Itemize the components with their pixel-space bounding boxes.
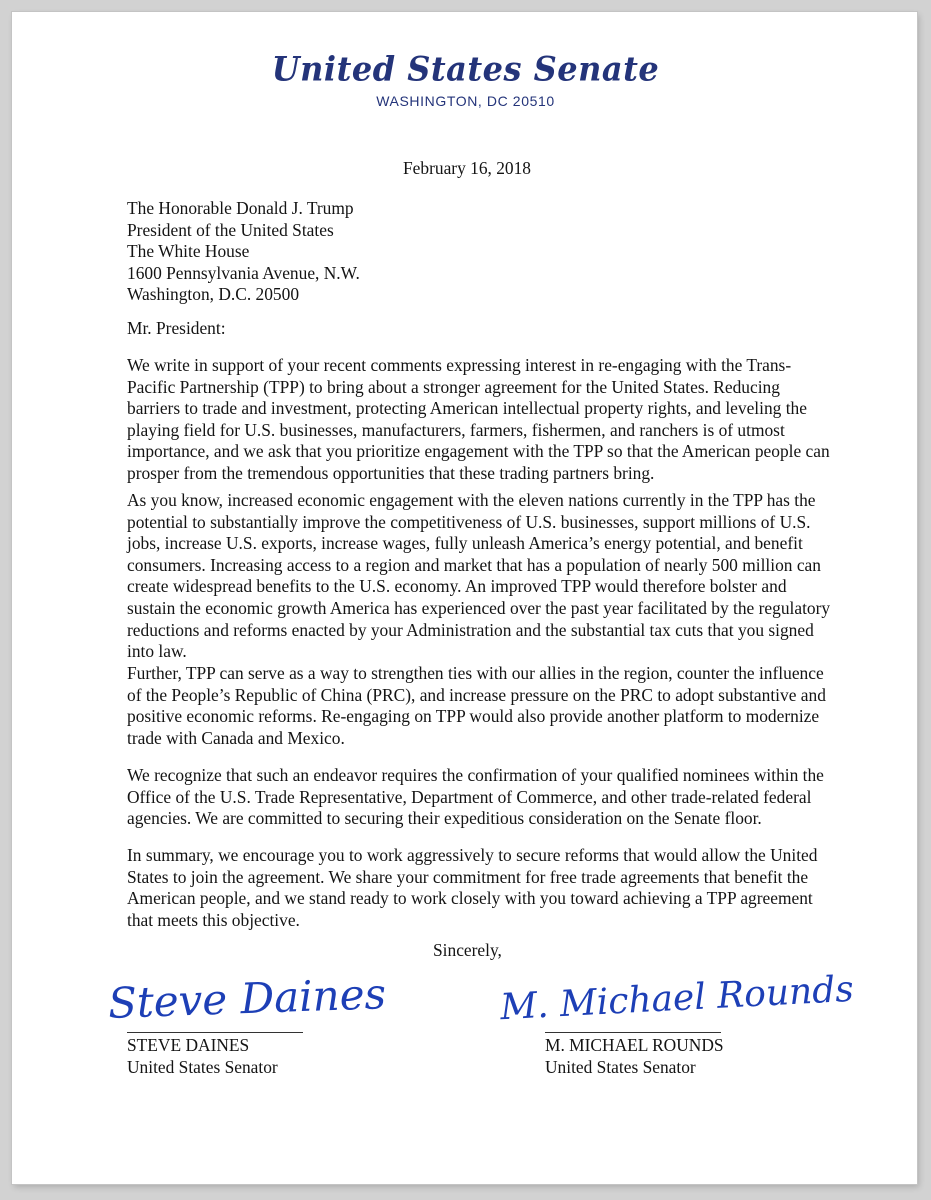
body-paragraph-1 [127,355,830,485]
signature-line [545,1032,721,1033]
paragraph-line: We write in support of your recent comments expressing interest in re-engaging with the Trans- [127,355,792,375]
paragraph-line: Pacific Partnership (TPP) to bring about a stronger agreement for the United States. Reducing [127,376,780,397]
signature-steve-daines: Steve Daines [107,969,387,1028]
paragraph-line: prosper from the tremendous opportunities that these trading partners bring. [127,462,655,483]
paragraph-line: importance, and we ask that you prioritize engagement with the TPP so that the American people can [127,441,830,462]
paragraph-line: trade with Canada and Mexico. [127,727,345,748]
letter-date: February 16, 2018 [403,158,531,178]
letterhead-title: United States Senate [271,49,660,89]
recipient-line: Washington, D.C. 20500 [127,284,300,304]
letterhead-address: WASHINGTON, DC 20510 [376,93,555,109]
paragraph-line: playing field for U.S. businesses, manufacturers, farmers, fishermen, and ranchers is of utmost [127,419,785,440]
paragraph-line: positive economic reforms. Re-engaging on TPP would also provide another platform to modernize [127,706,820,727]
paragraph-line: Office of the U.S. Trade Representative, Department of Commerce, and other trade-related federal [127,786,812,807]
paragraph-line: jobs, increase U.S. exports, increase wages, fully unleash America’s energy potential, and benefit [127,533,803,554]
paragraph-line: consumers. Increasing access to a region and market that has a population of nearly 500 million can [127,554,821,575]
paragraph-line: In summary, we encourage you to work aggressively to secure reforms that would allow the United [127,845,818,865]
recipient-line: 1600 Pennsylvania Avenue, N.W. [127,262,360,283]
paragraph-line: of the People’s Republic of China (PRC), and increase pressure on the PRC to adopt substantive and [127,684,826,705]
body-paragraph-2 [127,490,831,663]
paragraph-line: barriers to trade and investment, protecting American intellectual property rights, and leveling the [127,398,807,419]
signer-name: M. MICHAEL ROUNDS [545,1035,724,1055]
body-paragraph-5 [127,845,818,931]
signature-line [127,1032,303,1033]
paragraph-line: As you know, increased economic engagement with the eleven nations currently in the TPP has the [127,490,816,510]
paragraph-line: States to join the agreement. We share your commitment for free trade agreements that benefit the [127,866,809,887]
paragraph-line: that meets this objective. [127,909,300,930]
paragraph-line: We recognize that such an endeavor requires the confirmation of your qualified nominees within the [127,765,824,785]
paragraph-line: into law. [127,641,187,662]
recipient-line: The White House [127,241,250,261]
salutation: Mr. President: [127,318,226,338]
recipient-line: The Honorable Donald J. Trump [127,198,354,218]
paragraph-line: agencies. We are committed to securing their expeditious consideration on the Senate floor. [127,808,762,829]
paragraph-line: reductions and reforms enacted by your Administration and the substantial tax cuts that you signed [127,619,814,640]
paragraph-line: American people, and we stand ready to work closely with you toward achieving a TPP agreement [127,888,813,909]
recipient-line: President of the United States [127,219,334,240]
paragraph-line: create widespread benefits to the U.S. economy. An improved TPP would therefore bolster and [127,576,787,597]
paragraph-line: potential to substantially improve the competitiveness of U.S. businesses, support millions of U.S. [127,511,811,532]
paragraph-line: Further, TPP can serve as a way to strengthen ties with our allies in the region, counter the influence [127,663,824,683]
closing: Sincerely, [433,940,502,960]
paragraph-line: sustain the economic growth America has experienced over the past year facilitated by the regulatory [127,597,831,618]
signature-michael-rounds: M. Michael Rounds [499,968,855,1029]
signer-name: STEVE DAINES [127,1035,250,1055]
body-paragraph-4 [127,765,824,830]
signer-title: United States Senator [127,1057,278,1077]
body-paragraph-3 [127,663,826,749]
signer-title: United States Senator [545,1057,696,1077]
